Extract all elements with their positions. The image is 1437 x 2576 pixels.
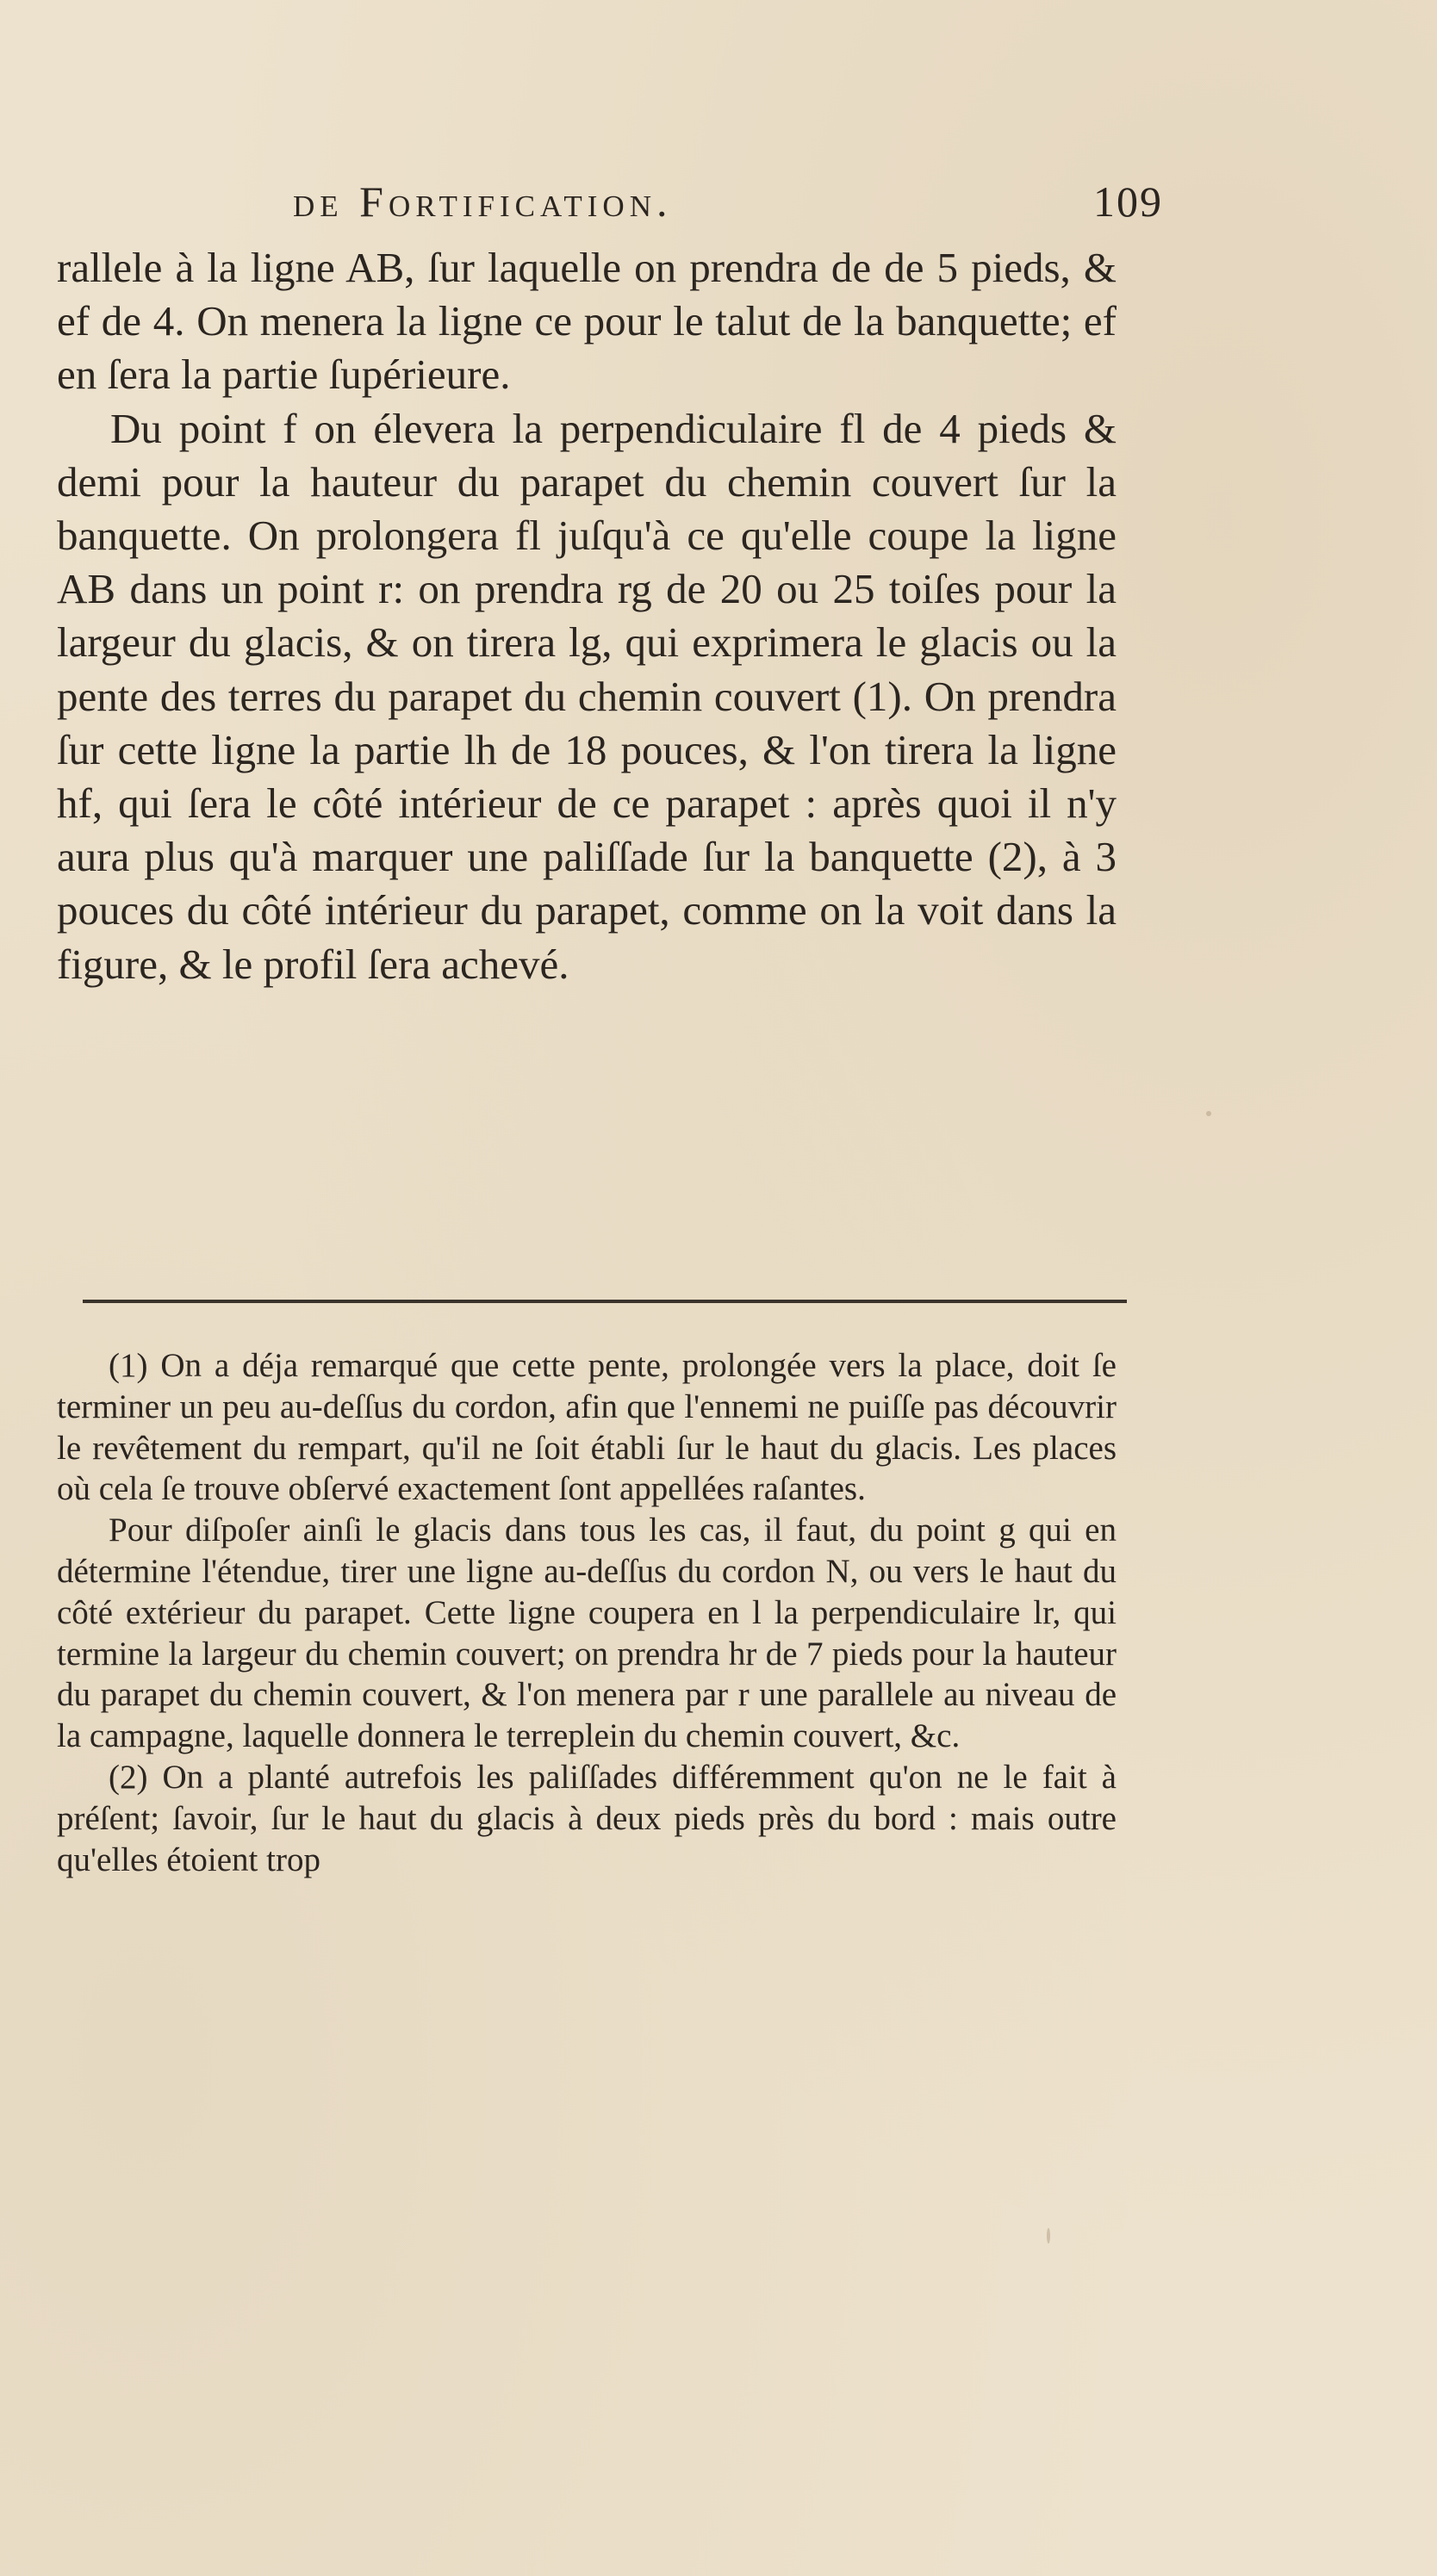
header-title: de Fortification.	[293, 177, 673, 226]
ink-speck	[1047, 2228, 1050, 2244]
footnote-1: (1) On a déja remarqué que cette pente, prolongée vers la place, doit ſe terminer un peu au-deſſus du cordon, afin que l'ennemi ne puiſſe pas découvrir le revêtement du rempart, qu'il ne ſoit établi ſur le haut du glacis. Les places où cela ſe trouve obſervé exactement ſont appellées raſantes.	[57, 1347, 1117, 1508]
paragraph-continued: rallele à la ligne AB, ſur laquelle on prendra de de 5 pieds, & ef de 4. On menera la ligne ce pour le talut de la banquette; ef en ſera la partie ſupérieure.	[57, 244, 1117, 399]
footnote-2: (2) On a planté autrefois les paliſſades différemment qu'on ne le fait à préſent; ſavoir, ſur le haut du glacis à deux pieds près du bord : mais outre qu'elles étoient trop	[57, 1758, 1117, 1878]
footnote-rule	[83, 1300, 1127, 1303]
page-number: 109	[1093, 177, 1163, 226]
running-header	[293, 177, 1163, 237]
ink-speck	[1206, 1111, 1211, 1116]
main-text	[57, 241, 1117, 991]
footnote-1-continued: Pour diſpoſer ainſi le glacis dans tous les cas, il faut, du point g qui en détermine l'étendue, tirer une ligne au-deſſus du cordon N, ou vers le haut du côté extérieur du parapet. Cette ligne coupera en l la perpendiculaire lr, qui termine la largeur du chemin couvert; on prendra hr de 7 pieds pour la hauteur du parapet du chemin couvert, & l'on menera par r une parallele au niveau de la campagne, laquelle donnera le terreplein du chemin couvert, &c.	[57, 1511, 1117, 1755]
footnotes	[57, 1345, 1117, 1880]
paragraph: Du point f on élevera la perpendiculaire fl de 4 pieds & demi pour la hauteur du parapet du chemin couvert ſur la banquette. On prolongera fl juſqu'à ce qu'elle coupe la ligne AB dans un point r: on prendra rg de 20 ou 25 toiſes pour la largeur du glacis, & on tirera lg, qui exprimera le glacis ou la pente des terres du parapet du chemin couvert (1). On prendra ſur cette ligne la partie lh de 18 pouces, & l'on tirera la ligne hf, qui ſera le côté intérieur de ce parapet : après quoi il n'y aura plus qu'à marquer une paliſſade ſur la banquette (2), à 3 pouces du côté intérieur du parapet, comme on la voit dans la figure, & le profil ſera achevé.	[57, 404, 1117, 988]
